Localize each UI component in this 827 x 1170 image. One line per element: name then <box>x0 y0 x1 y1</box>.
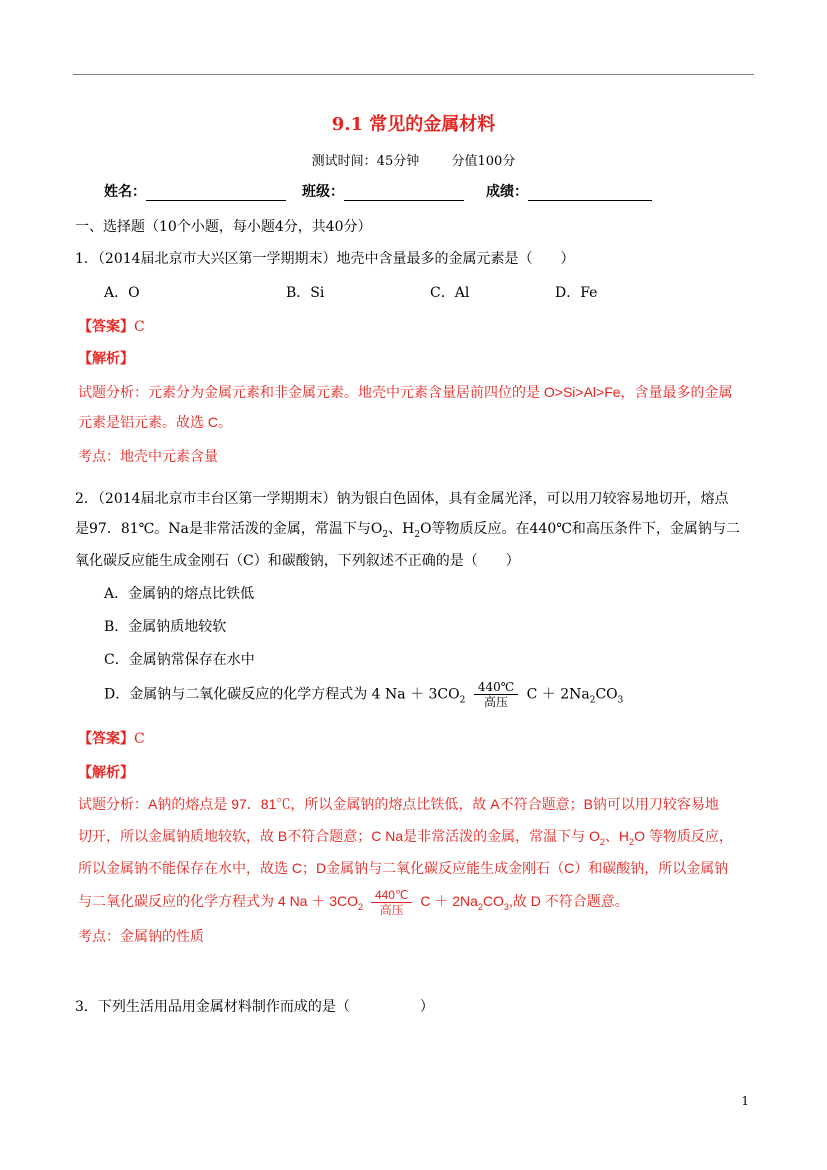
q2-analysis-line4 <box>78 888 629 917</box>
subscript: 2 <box>477 902 483 912</box>
q1-option-a: A．O <box>104 285 140 301</box>
q2-analysis-line2-a: 切开，所以金属钠质地较软，故 B不符合题意；C Na是非常活泼的金属，常温下与 O <box>78 828 600 844</box>
subscript: 2 <box>382 529 389 540</box>
q3-stem: 3．下列生活用品用金属材料制作而成的是（ ） <box>75 999 434 1015</box>
q1-answer <box>78 316 145 336</box>
q2-answer <box>78 728 145 748</box>
q1-option-d: D．Fe <box>555 285 598 301</box>
name-field[interactable] <box>104 181 286 201</box>
q2-stem-line2-c: O等物质反应。在440℃和高压条件下，金属钠与二 <box>420 521 740 537</box>
test-time: 测试时间：45分钟 <box>311 154 420 169</box>
subscript: 3 <box>617 695 624 706</box>
q2-analysis-line4-b: C ＋ 2Na <box>420 893 478 910</box>
grade-label: 成绩： <box>486 184 528 200</box>
q2-point: 考点：金属钠的性质 <box>78 928 204 944</box>
subscript: 3 <box>503 902 509 912</box>
q2-option-d-product2: CO <box>595 686 618 703</box>
section-heading: 一、选择题（10个小题，每小题4分，共40分） <box>75 219 372 235</box>
q2-analysis-line2-c: O 等物质反应， <box>634 828 733 844</box>
class-field[interactable] <box>302 181 464 201</box>
q2-option-d-text: D．金属钠与二氧化碳反应的化学方程式为 4 Na ＋ 3CO <box>104 686 460 703</box>
analysis-condition-pressure: 高压 <box>379 903 404 917</box>
grade-blank[interactable] <box>528 184 652 201</box>
q2-analysis-line4-d: ,故 D 不符合题意。 <box>508 893 629 910</box>
q2-analysis-label: 【解析】 <box>78 765 134 781</box>
class-blank[interactable] <box>344 184 464 201</box>
q2-analysis-line3: 所以金属钠不能保存在水中，故选 C；D金属钠与二氧化碳反应能生成金刚石（C）和碳酸钠，所以金属钠 <box>78 860 729 876</box>
condition-temperature: 440℃ <box>474 680 518 695</box>
test-score: 分值100分 <box>451 154 516 169</box>
reaction-condition <box>474 680 518 709</box>
q1-point: 考点：地壳中元素含量 <box>78 448 218 464</box>
subscript: 2 <box>459 695 466 706</box>
q2-analysis-line1: 试题分析：A钠的熔点是 97．81℃，所以金属钠的熔点比铁低，故 A不符合题意；B钠可以用刀较容易地 <box>78 796 719 812</box>
q1-stem: 1．（2014届北京市大兴区第一学期期末）地壳中含量最多的金属元素是（ ） <box>75 251 575 267</box>
subscript: 2 <box>629 836 635 847</box>
q2-stem-line2-b: 、H <box>388 521 415 537</box>
condition-pressure: 高压 <box>483 695 508 709</box>
q2-stem-line2-a: 是97．81℃。Na是非常活泼的金属，常温下与O <box>75 521 383 537</box>
grade-field[interactable] <box>486 181 652 201</box>
page-title: 9.1 常见的金属材料 <box>331 114 496 135</box>
header-rule <box>73 74 754 75</box>
q1-answer-value: C <box>134 319 145 335</box>
q1-option-b: B．Si <box>286 285 325 301</box>
subscript: 2 <box>589 695 596 706</box>
q2-analysis-line4-a: 与二氧化碳反应的化学方程式为 4 Na ＋ 3CO <box>78 893 359 910</box>
q2-option-b: B．金属钠质地较软 <box>104 619 227 635</box>
name-label: 姓名： <box>104 184 146 200</box>
q2-stem-line2 <box>75 518 740 540</box>
name-blank[interactable] <box>146 184 286 201</box>
subscript: 2 <box>599 836 605 847</box>
test-meta <box>0 150 827 169</box>
subscript: 2 <box>358 902 364 912</box>
q1-option-c: C．Al <box>430 285 470 301</box>
q2-option-a: A．金属钠的熔点比铁低 <box>104 586 255 602</box>
q2-option-c: C．金属钠常保存在水中 <box>104 652 255 668</box>
subscript: 2 <box>414 529 421 540</box>
analysis-reaction-condition <box>371 888 413 917</box>
q1-answer-label: 【答案】 <box>78 319 134 335</box>
q2-option-d <box>104 680 623 709</box>
q1-analysis-line2: 元素是铝元素。故选 C。 <box>78 414 232 430</box>
q1-analysis-line1: 试题分析：元素分为金属元素和非金属元素。地壳中元素含量居前四位的是 O>Si>Al>Fe，含量最多的金属 <box>78 384 733 400</box>
q2-answer-value: C <box>134 731 145 747</box>
analysis-condition-temperature: 440℃ <box>371 888 413 903</box>
q1-analysis-label: 【解析】 <box>78 351 134 367</box>
q2-option-d-product: C ＋ 2Na <box>526 686 590 703</box>
q2-stem-line1: 2．（2014届北京市丰台区第一学期期末）钠为银白色固体，具有金属光泽，可以用刀较容易地切开，熔点 <box>75 491 729 507</box>
q2-analysis-line4-c: CO <box>482 893 504 910</box>
page-number: 1 <box>741 1094 749 1108</box>
q2-answer-label: 【答案】 <box>78 731 134 747</box>
q2-analysis-line2-b: 、H <box>604 828 630 844</box>
class-label: 班级： <box>302 184 344 200</box>
q2-analysis-line2 <box>78 826 733 847</box>
q2-stem-line3: 氧化碳反应能生成金刚石（C）和碳酸钠，下列叙述不正确的是（ ） <box>75 553 520 569</box>
